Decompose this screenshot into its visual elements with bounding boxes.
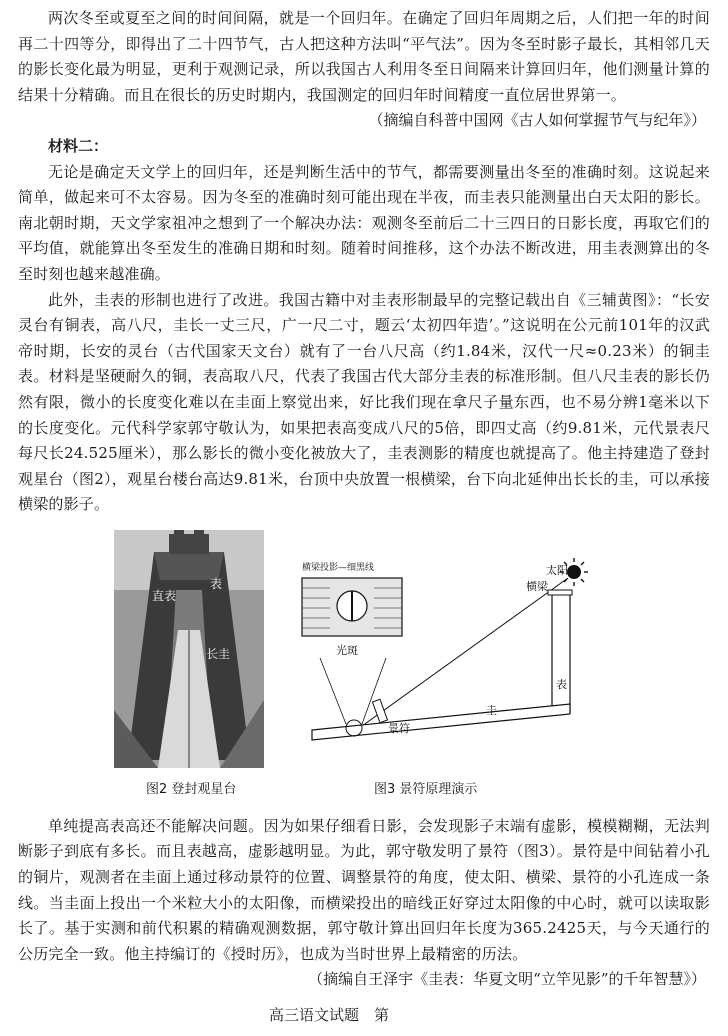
source-citation-2: （摘编自王泽宇《圭表：华夏文明“立竿见影”的千年智慧》） (308, 970, 706, 989)
source-citation-1: （摘编自科普中国网《古人如何掌握节气与纪年》） (368, 111, 706, 130)
figure-3-caption: 图3 景符原理演示 (374, 781, 478, 797)
section-heading-material-2: 材料二： (48, 136, 109, 155)
fig3-label-jingfu: 景符 (388, 721, 410, 735)
jingfu-principle-diagram (290, 554, 608, 744)
fig3-label-spot: 光斑 (336, 643, 358, 657)
fig2-label-biao: 表 (210, 576, 223, 591)
fig3-label-inset-title: 横梁投影—细黑线 (302, 562, 375, 573)
footer-text: 高三语文试题 第 (268, 1006, 389, 1024)
figure-2-caption: 图2 登封观星台 (146, 781, 237, 797)
paragraph-guibiao-xingzhi: 此外，圭表的形制也进行了改进。我国古籍中对圭表形制最早的完整记载出自《三辅黄图》：“长安灵台有铜表，高八尺，圭长一丈三尺，广一尺二寸，题云‘太初四年造’。”这说明在公元前101年的汉武帝时期，长安的灵台（古代国家天文台）就有了一台八尺高（约1.84米，汉代一尺≈0.23米）的铜圭表。材料是坚硬耐久的铜，表高取八尺，代表了我国古代大部分圭表的标准形制。但八尺圭表的影长仍然有限，微小的长度变化难以在圭面上察觉出来，好比我们现在拿尺子量东西，也不易分辨1毫米以下的长度变化。元代科学家郭守敬认为，如果把表高变成八尺的5倍，即四丈高（约9.81米，元代景表尺每尺长24.525厘米），那么影长的微小变化被放大了，圭表测影的精度也就提高了。他主持建造了登封观星台（图2），观星台楼台高达9.81米，台顶中央放置一根横梁，台下向北延伸出长长的圭，可以承接横梁的影子。 (18, 290, 710, 514)
page-footer (0, 1004, 728, 1025)
document-page (18, 6, 710, 993)
paragraph-jingfu: 单纯提高表高还不能解决问题。因为如果仔细看日影，会发现影子末端有虚影，模模糊糊，无法判断影子到底有多长。而且表越高，虚影越明显。为此，郭守敬发明了景符（图3）。景符是中间钻着小孔的铜片，观测者在圭面上通过移动景符的位置、调整景符的角度，使太阳、横梁、景符的小孔连成一条线。当圭面上投出一个米粒大小的太阳像，而横梁投出的暗线正好穿过太阳像的中心时，就可以读取影长了。基于实测和前代积累的精确观测数据，郭守敬计算出回归年长度为365.2425天，与今天通行的公历完全一致。他主持编订的《授时历》，也成为当时世界上最精密的历法。 (18, 816, 710, 963)
fig3-label-biao: 表 (556, 677, 567, 691)
paragraph-dongzhi: 无论是确定天文学上的回归年，还是判断生活中的节气，都需要测量出冬至的准确时刻。这说起来简单，做起来可不太容易。因为冬至的准确时刻可能出现在半夜，而圭表只能测量出白天太阳的影长。南北朝时期，天文学家祖冲之想到了一个解决办法：观测冬至前后二十三四日的日影长度，再取它们的平均值，就能算出冬至发生的准确日期和时刻。随着时间推移，这个办法不断改进，用圭表测算出的冬至时刻也越来越准确。 (18, 162, 710, 283)
figures-row (18, 524, 710, 810)
dengfeng-observatory-photo (114, 530, 264, 768)
paragraph-huiguinian: 两次冬至或夏至之间的时间间隔，就是一个回归年。在确定了回归年周期之后，人们把一年的时间再二十四等分，即得出了二十四节气，古人把这种方法叫“平气法”。因为冬至时影子最长，其相邻几天的影长变化最为明显，更利于观测记录，所以我国古人利用冬至日间隔来计算回归年，他们测量计算的结果十分精确。而且在很长的历史时期内，我国测定的回归年时间精度一直位居世界第一。 (18, 9, 710, 104)
fig2-label-changgui: 长圭 (206, 646, 231, 661)
fig3-label-gui: 圭 (486, 703, 497, 717)
jingfu-plate (372, 699, 387, 722)
fig3-label-sun: 太阳 (546, 563, 568, 577)
fig2-label-zhibiao: 直表 (152, 588, 177, 603)
fig3-label-beam: 横梁 (526, 579, 548, 593)
